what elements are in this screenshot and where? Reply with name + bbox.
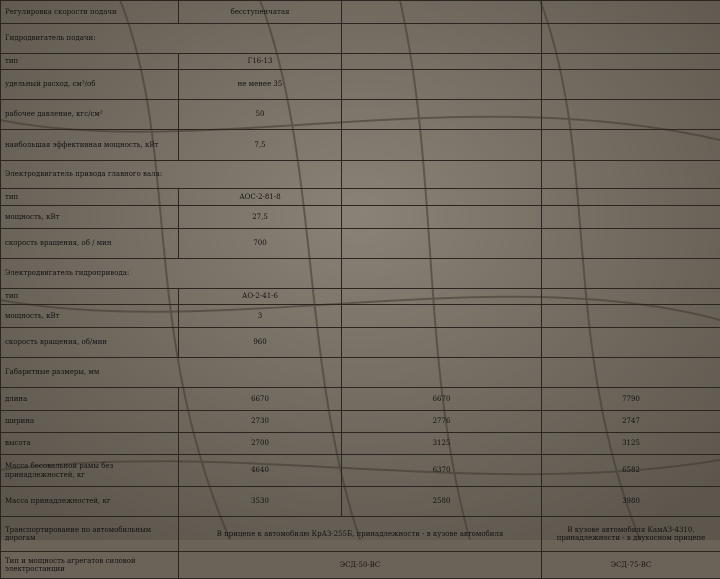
section-header: Электродвигатель гидропривода:	[1, 259, 342, 289]
empty-cell	[342, 289, 542, 305]
table-row	[1, 411, 720, 433]
table-row	[1, 517, 720, 552]
empty-cell	[342, 130, 542, 161]
row-value: Г16-13	[179, 54, 342, 70]
empty-cell	[542, 328, 720, 358]
table-row	[1, 229, 720, 259]
row-value: 7,5	[179, 130, 342, 161]
empty-cell	[542, 305, 720, 328]
empty-cell	[542, 161, 720, 189]
row-label: тип	[1, 54, 179, 70]
merged-value: В прицепе к автомобилю КрАЗ-255Б, принадлежности - в кузове автомобиля	[179, 517, 542, 552]
empty-cell	[542, 206, 720, 229]
empty-cell	[342, 305, 542, 328]
empty-cell	[342, 1, 542, 24]
row-value: 2747	[542, 411, 720, 433]
section-header: Габаритные размеры, мм	[1, 358, 342, 388]
row-value: 7790	[542, 388, 720, 411]
table-row	[1, 70, 720, 100]
table-row	[1, 189, 720, 206]
row-value: АОС-2-81-8	[179, 189, 342, 206]
empty-cell	[342, 70, 542, 100]
table-row	[1, 487, 720, 517]
row-value: В кузове автомобиля КамАЗ-4310, принадлежности - в двухосном прицепе	[542, 517, 720, 552]
row-value: 2776	[342, 411, 542, 433]
row-value: 6582	[542, 455, 720, 487]
row-value: 2580	[342, 487, 542, 517]
row-label: Регулировка скорости подачи	[1, 1, 179, 24]
row-value: 960	[179, 328, 342, 358]
empty-cell	[542, 259, 720, 289]
row-value: 3530	[179, 487, 342, 517]
row-value: 3980	[542, 487, 720, 517]
row-label: мощность, кВт	[1, 206, 179, 229]
row-value: 27,5	[179, 206, 342, 229]
row-value: не менее 35	[179, 70, 342, 100]
empty-cell	[342, 206, 542, 229]
row-label: Масса бесовальной рамы без принадлежностей, кг	[1, 455, 179, 487]
row-value: 50	[179, 100, 342, 130]
empty-cell	[342, 229, 542, 259]
row-label: тип	[1, 289, 179, 305]
empty-cell	[542, 229, 720, 259]
empty-cell	[542, 70, 720, 100]
row-value: АО-2-41-6	[179, 289, 342, 305]
empty-cell	[342, 24, 542, 54]
row-value: 700	[179, 229, 342, 259]
row-value: 3	[179, 305, 342, 328]
row-value: ЭСД-75-ВС	[542, 552, 720, 579]
table-row	[1, 552, 720, 579]
row-label: наибольшая эффективная мощность, кВт	[1, 130, 179, 161]
row-label: Масса принадлежностей, кг	[1, 487, 179, 517]
table-row	[1, 289, 720, 305]
section-header: Гидродвигатель подачи:	[1, 24, 342, 54]
row-value: 6670	[179, 388, 342, 411]
row-value: 6670	[342, 388, 542, 411]
table-row	[1, 388, 720, 411]
row-label: рабочее давление, кгс/см²	[1, 100, 179, 130]
empty-cell	[342, 161, 542, 189]
empty-cell	[342, 259, 542, 289]
row-label: Транспортирование по автомобильным дорогам	[1, 517, 179, 552]
empty-cell	[342, 358, 542, 388]
table-row	[1, 455, 720, 487]
empty-cell	[542, 1, 720, 24]
table-row	[1, 161, 720, 189]
empty-cell	[542, 289, 720, 305]
row-label: Тип и мощность агрегатов силовой электростанции	[1, 552, 179, 579]
table-row	[1, 54, 720, 70]
empty-cell	[342, 189, 542, 206]
table-row	[1, 259, 720, 289]
empty-cell	[342, 54, 542, 70]
row-value: 4640	[179, 455, 342, 487]
table-row	[1, 130, 720, 161]
row-label: мощность, кВт	[1, 305, 179, 328]
table-row	[1, 433, 720, 455]
row-value: 6370	[342, 455, 542, 487]
row-label: тип	[1, 189, 179, 206]
empty-cell	[342, 100, 542, 130]
merged-value: ЭСД-50-ВС	[179, 552, 542, 579]
row-label: длина	[1, 388, 179, 411]
row-label: удельный расход, см³/об	[1, 70, 179, 100]
row-value: 3125	[342, 433, 542, 455]
table-row	[1, 206, 720, 229]
row-label: скорость вращения, об / мин	[1, 229, 179, 259]
table-row	[1, 100, 720, 130]
empty-cell	[542, 54, 720, 70]
row-value: 2730	[179, 411, 342, 433]
empty-cell	[542, 358, 720, 388]
empty-cell	[342, 328, 542, 358]
row-value: 2700	[179, 433, 342, 455]
empty-cell	[542, 24, 720, 54]
table-row	[1, 305, 720, 328]
table-row	[1, 328, 720, 358]
row-value: 3125	[542, 433, 720, 455]
row-value: бесступенчатая	[179, 1, 342, 24]
empty-cell	[542, 130, 720, 161]
row-label: ширина	[1, 411, 179, 433]
table-row	[1, 1, 720, 24]
section-header: Электродвигатель привода главного вала:	[1, 161, 342, 189]
row-label: высота	[1, 433, 179, 455]
table-row	[1, 24, 720, 54]
row-label: скорость вращения, об/мин	[1, 328, 179, 358]
empty-cell	[542, 189, 720, 206]
table-row	[1, 358, 720, 388]
empty-cell	[542, 100, 720, 130]
